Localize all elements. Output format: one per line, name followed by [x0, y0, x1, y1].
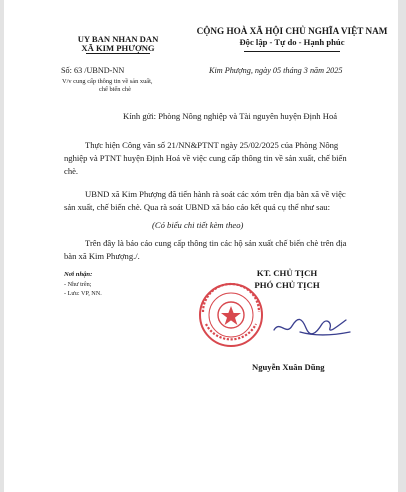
body-p2-line1: UBND xã Kim Phượng đã tiến hành rà soát các xóm trên địa bàn xã về việc	[85, 189, 346, 199]
document-subject-line1: V/v cung cấp thông tin về sản xuất,	[62, 78, 153, 85]
body-p1-line2: nghiệp và PTNT huyện Định Hoá về việc cung cấp thông tin về sản xuất, chế biến	[64, 153, 347, 163]
recipients-note-item: - Như trên;	[64, 281, 92, 288]
signer-name: Nguyễn Xuân Dũng	[252, 362, 325, 372]
body-p4-line1: Trên đây là báo cáo cung cấp thông tin các hộ sản xuất chế biến chè trên địa	[85, 238, 347, 248]
document-date: Kim Phượng, ngày 05 tháng 3 năm 2025	[209, 66, 343, 75]
recipients-note-heading: Nơi nhận:	[64, 271, 93, 278]
signature-title-line1: KT. CHỦ TỊCH	[256, 268, 318, 278]
attachment-note: (Có biểu chi tiết kèm theo)	[152, 220, 244, 230]
national-title: CỘNG HOÀ XÃ HỘI CHỦ NGHĨA VIỆT NAM	[196, 26, 388, 36]
national-motto: Độc lập - Tự do - Hạnh phúc	[239, 37, 345, 47]
issuer-name-line2: XÃ KIM PHƯỢNG	[81, 43, 155, 53]
body-p4-line2: bàn xã Kim Phượng./.	[64, 251, 140, 261]
issuer-underline	[86, 53, 150, 54]
body-p2-line2: sản xuất, chế biến chè. Qua rà soát UBND xã báo cáo kết quả cụ thể như sau:	[64, 202, 330, 212]
handwritten-signature	[270, 306, 354, 342]
document-page	[4, 0, 398, 492]
body-p1-line3: chè.	[64, 166, 79, 176]
document-number: Số: 63 /UBND-NN	[61, 66, 125, 75]
recipients-note-item: - Lưu: VP, NN.	[64, 290, 102, 297]
official-seal-stamp	[198, 282, 264, 348]
motto-underline	[244, 51, 340, 52]
issuer-name-line1: UY BAN NHAN DAN	[77, 34, 159, 44]
document-subject-line2: chế biến chè	[99, 86, 131, 93]
signature-title-line2: PHÓ CHỦ TỊCH	[254, 280, 320, 290]
body-p1-line1: Thực hiện Công văn số 21/NN&PTNT ngày 25/02/2025 của Phòng Nông	[85, 140, 339, 150]
recipient-line: Kính gửi: Phòng Nông nghiệp và Tài nguyên huyện Định Hoá	[123, 111, 338, 121]
